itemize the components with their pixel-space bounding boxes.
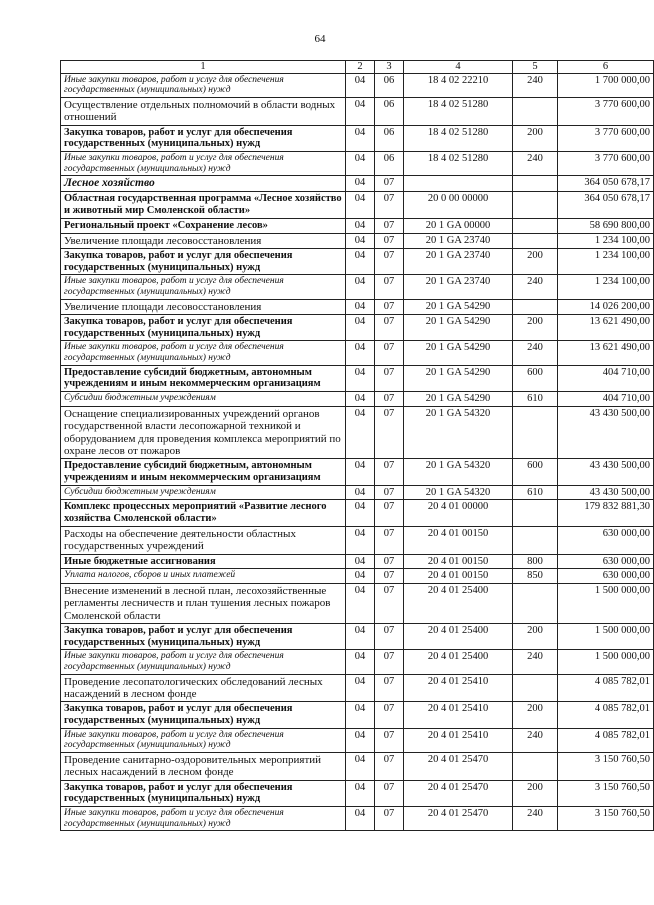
row-expense-type: 240 bbox=[513, 152, 558, 176]
row-name: Иные закупки товаров, работ и услуг для обеспечения государственных (муниципальных) нужд bbox=[61, 728, 346, 752]
row-amount: 43 430 500,00 bbox=[558, 485, 654, 500]
row-subsection: 07 bbox=[375, 584, 404, 624]
row-expense-type: 600 bbox=[513, 365, 558, 392]
row-amount: 3 150 760,50 bbox=[558, 807, 654, 831]
row-amount: 364 050 678,17 bbox=[558, 192, 654, 219]
row-name: Расходы на обеспечение деятельности областных государственных учреждений bbox=[61, 526, 346, 554]
table-row bbox=[61, 341, 654, 365]
row-name: Внесение изменений в лесной план, лесохозяйственные регламенты лесничеств и план тушения лесных пожаров Смоленской области bbox=[61, 584, 346, 624]
row-target-code: 20 1 GA 00000 bbox=[404, 218, 513, 233]
row-section: 04 bbox=[346, 192, 375, 219]
row-subsection: 07 bbox=[375, 192, 404, 219]
table-row bbox=[61, 728, 654, 752]
row-subsection: 06 bbox=[375, 98, 404, 126]
row-subsection: 07 bbox=[375, 314, 404, 341]
table-row bbox=[61, 554, 654, 569]
row-expense-type: 200 bbox=[513, 125, 558, 152]
row-amount: 3 770 600,00 bbox=[558, 98, 654, 126]
row-expense-type: 850 bbox=[513, 569, 558, 584]
row-target-code: 20 4 01 25470 bbox=[404, 780, 513, 807]
row-expense-type: 200 bbox=[513, 780, 558, 807]
row-section: 04 bbox=[346, 650, 375, 674]
row-expense-type: 200 bbox=[513, 314, 558, 341]
row-section: 04 bbox=[346, 753, 375, 781]
row-section: 04 bbox=[346, 406, 375, 458]
row-amount: 3 150 760,50 bbox=[558, 753, 654, 781]
table-row bbox=[61, 248, 654, 275]
row-amount: 630 000,00 bbox=[558, 569, 654, 584]
row-amount: 14 026 200,00 bbox=[558, 299, 654, 314]
table-row bbox=[61, 98, 654, 126]
row-amount: 3 150 760,50 bbox=[558, 780, 654, 807]
row-subsection: 07 bbox=[375, 728, 404, 752]
row-section: 04 bbox=[346, 584, 375, 624]
header-cell-expense-type: 5 bbox=[513, 61, 558, 74]
row-amount: 4 085 782,01 bbox=[558, 702, 654, 729]
row-name: Иные закупки товаров, работ и услуг для обеспечения государственных (муниципальных) нужд bbox=[61, 341, 346, 365]
row-subsection: 07 bbox=[375, 459, 404, 486]
row-subsection: 07 bbox=[375, 702, 404, 729]
row-expense-type: 240 bbox=[513, 341, 558, 365]
row-expense-type bbox=[513, 584, 558, 624]
row-target-code: 18 4 02 51280 bbox=[404, 125, 513, 152]
table-row bbox=[61, 569, 654, 584]
row-amount: 1 234 100,00 bbox=[558, 275, 654, 299]
row-expense-type: 610 bbox=[513, 485, 558, 500]
row-subsection: 07 bbox=[375, 248, 404, 275]
row-section: 04 bbox=[346, 73, 375, 97]
row-subsection: 07 bbox=[375, 807, 404, 831]
table-row bbox=[61, 650, 654, 674]
table-row bbox=[61, 365, 654, 392]
row-subsection: 06 bbox=[375, 73, 404, 97]
page-number: 64 bbox=[314, 33, 326, 45]
row-amount: 4 085 782,01 bbox=[558, 674, 654, 702]
table-row bbox=[61, 623, 654, 650]
row-amount: 43 430 500,00 bbox=[558, 406, 654, 458]
row-subsection: 07 bbox=[375, 554, 404, 569]
row-expense-type bbox=[513, 192, 558, 219]
row-section: 04 bbox=[346, 233, 375, 248]
row-expense-type bbox=[513, 500, 558, 527]
row-subsection: 07 bbox=[375, 674, 404, 702]
table-row bbox=[61, 314, 654, 341]
row-target-code: 20 4 01 25470 bbox=[404, 753, 513, 781]
row-subsection: 06 bbox=[375, 152, 404, 176]
row-name: Иные бюджетные ассигнования bbox=[61, 554, 346, 569]
row-expense-type bbox=[513, 299, 558, 314]
table-header-row bbox=[61, 61, 654, 74]
row-expense-type bbox=[513, 98, 558, 126]
row-name: Оснащение специализированных учреждений органов государственной власти лесопожарной техникой и оборудованием для проведения комплекса мероприятий по охране лесов от пожаров bbox=[61, 406, 346, 458]
row-section: 04 bbox=[346, 526, 375, 554]
row-expense-type: 240 bbox=[513, 650, 558, 674]
row-amount: 404 710,00 bbox=[558, 392, 654, 407]
row-expense-type bbox=[513, 674, 558, 702]
table-row bbox=[61, 406, 654, 458]
row-expense-type: 600 bbox=[513, 459, 558, 486]
row-expense-type bbox=[513, 753, 558, 781]
row-subsection: 07 bbox=[375, 275, 404, 299]
row-target-code: 18 4 02 51280 bbox=[404, 98, 513, 126]
row-target-code: 20 1 GA 54290 bbox=[404, 392, 513, 407]
header-cell-section: 2 bbox=[346, 61, 375, 74]
table-row bbox=[61, 125, 654, 152]
row-amount: 4 085 782,01 bbox=[558, 728, 654, 752]
table-row bbox=[61, 584, 654, 624]
row-expense-type: 200 bbox=[513, 702, 558, 729]
table-row bbox=[61, 807, 654, 831]
table-row bbox=[61, 275, 654, 299]
row-name: Проведение лесопатологических обследований лесных насаждений в лесном фонде bbox=[61, 674, 346, 702]
row-subsection: 07 bbox=[375, 176, 404, 192]
table-row bbox=[61, 152, 654, 176]
row-name: Уплата налогов, сборов и иных платежей bbox=[61, 569, 346, 584]
row-expense-type: 200 bbox=[513, 248, 558, 275]
row-subsection: 07 bbox=[375, 218, 404, 233]
row-target-code: 20 1 GA 54290 bbox=[404, 341, 513, 365]
row-target-code: 20 4 01 25400 bbox=[404, 623, 513, 650]
row-amount: 3 770 600,00 bbox=[558, 152, 654, 176]
row-subsection: 07 bbox=[375, 392, 404, 407]
row-name: Иные закупки товаров, работ и услуг для обеспечения государственных (муниципальных) нужд bbox=[61, 152, 346, 176]
table-row bbox=[61, 780, 654, 807]
row-expense-type bbox=[513, 526, 558, 554]
row-name: Осуществление отдельных полномочий в области водных отношений bbox=[61, 98, 346, 126]
row-amount: 13 621 490,00 bbox=[558, 341, 654, 365]
row-target-code: 20 4 01 00150 bbox=[404, 526, 513, 554]
row-section: 04 bbox=[346, 485, 375, 500]
row-target-code: 20 4 01 25410 bbox=[404, 702, 513, 729]
row-subsection: 07 bbox=[375, 365, 404, 392]
header-cell-name: 1 bbox=[61, 61, 346, 74]
row-section: 04 bbox=[346, 728, 375, 752]
row-subsection: 07 bbox=[375, 341, 404, 365]
row-section: 04 bbox=[346, 459, 375, 486]
table-row bbox=[61, 753, 654, 781]
row-subsection: 07 bbox=[375, 299, 404, 314]
row-expense-type bbox=[513, 176, 558, 192]
row-amount: 630 000,00 bbox=[558, 526, 654, 554]
row-section: 04 bbox=[346, 248, 375, 275]
row-target-code: 20 1 GA 23740 bbox=[404, 248, 513, 275]
row-expense-type: 610 bbox=[513, 392, 558, 407]
table-row bbox=[61, 192, 654, 219]
table-row bbox=[61, 299, 654, 314]
row-section: 04 bbox=[346, 98, 375, 126]
row-name: Увеличение площади лесовосстановления bbox=[61, 299, 346, 314]
row-target-code: 20 4 01 25470 bbox=[404, 807, 513, 831]
table-row bbox=[61, 176, 654, 192]
row-expense-type: 200 bbox=[513, 623, 558, 650]
row-name: Региональный проект «Сохранение лесов» bbox=[61, 218, 346, 233]
row-expense-type: 240 bbox=[513, 728, 558, 752]
row-target-code: 20 1 GA 54290 bbox=[404, 299, 513, 314]
row-name: Лесное хозяйство bbox=[61, 176, 346, 192]
row-section: 04 bbox=[346, 341, 375, 365]
table-row bbox=[61, 500, 654, 527]
row-target-code: 20 4 01 25410 bbox=[404, 674, 513, 702]
header-cell-subsection: 3 bbox=[375, 61, 404, 74]
row-name: Закупка товаров, работ и услуг для обеспечения государственных (муниципальных) нужд bbox=[61, 314, 346, 341]
row-amount: 364 050 678,17 bbox=[558, 176, 654, 192]
row-name: Закупка товаров, работ и услуг для обеспечения государственных (муниципальных) нужд bbox=[61, 780, 346, 807]
row-target-code bbox=[404, 176, 513, 192]
row-name: Комплекс процессных мероприятий «Развитие лесного хозяйства Смоленской области» bbox=[61, 500, 346, 527]
row-target-code: 20 4 01 25410 bbox=[404, 728, 513, 752]
row-name: Областная государственная программа «Лесное хозяйство и животный мир Смоленской области» bbox=[61, 192, 346, 219]
row-target-code: 20 1 GA 23740 bbox=[404, 275, 513, 299]
row-amount: 179 832 881,30 bbox=[558, 500, 654, 527]
row-target-code: 20 1 GA 54320 bbox=[404, 459, 513, 486]
row-expense-type bbox=[513, 218, 558, 233]
row-subsection: 07 bbox=[375, 485, 404, 500]
row-section: 04 bbox=[346, 392, 375, 407]
row-name: Увеличение площади лесовосстановления bbox=[61, 233, 346, 248]
row-target-code: 20 1 GA 54290 bbox=[404, 365, 513, 392]
table-row bbox=[61, 526, 654, 554]
row-amount: 630 000,00 bbox=[558, 554, 654, 569]
table-row bbox=[61, 392, 654, 407]
row-section: 04 bbox=[346, 674, 375, 702]
row-section: 04 bbox=[346, 623, 375, 650]
row-name: Закупка товаров, работ и услуг для обеспечения государственных (муниципальных) нужд bbox=[61, 248, 346, 275]
row-amount: 43 430 500,00 bbox=[558, 459, 654, 486]
row-amount: 1 700 000,00 bbox=[558, 73, 654, 97]
table-row bbox=[61, 485, 654, 500]
row-expense-type: 800 bbox=[513, 554, 558, 569]
row-amount: 58 690 800,00 bbox=[558, 218, 654, 233]
row-amount: 1 234 100,00 bbox=[558, 233, 654, 248]
row-target-code: 18 4 02 22210 bbox=[404, 73, 513, 97]
row-section: 04 bbox=[346, 299, 375, 314]
row-section: 04 bbox=[346, 702, 375, 729]
row-target-code: 20 4 01 00150 bbox=[404, 554, 513, 569]
row-name: Иные закупки товаров, работ и услуг для обеспечения государственных (муниципальных) нужд bbox=[61, 73, 346, 97]
row-subsection: 06 bbox=[375, 125, 404, 152]
row-section: 04 bbox=[346, 218, 375, 233]
row-section: 04 bbox=[346, 569, 375, 584]
row-subsection: 07 bbox=[375, 500, 404, 527]
row-name: Закупка товаров, работ и услуг для обеспечения государственных (муниципальных) нужд bbox=[61, 702, 346, 729]
row-section: 04 bbox=[346, 554, 375, 569]
row-target-code: 20 4 01 25400 bbox=[404, 584, 513, 624]
table-row bbox=[61, 459, 654, 486]
row-target-code: 20 4 01 00150 bbox=[404, 569, 513, 584]
row-amount: 1 500 000,00 bbox=[558, 584, 654, 624]
row-section: 04 bbox=[346, 365, 375, 392]
row-target-code: 20 1 GA 23740 bbox=[404, 233, 513, 248]
row-name: Закупка товаров, работ и услуг для обеспечения государственных (муниципальных) нужд bbox=[61, 623, 346, 650]
row-section: 04 bbox=[346, 125, 375, 152]
row-subsection: 07 bbox=[375, 569, 404, 584]
row-name: Субсидии бюджетным учреждениям bbox=[61, 392, 346, 407]
row-name: Проведение санитарно-оздоровительных мероприятий лесных насаждений в лесном фонде bbox=[61, 753, 346, 781]
row-target-code: 20 4 01 00000 bbox=[404, 500, 513, 527]
row-subsection: 07 bbox=[375, 406, 404, 458]
row-section: 04 bbox=[346, 780, 375, 807]
row-target-code: 20 4 01 25400 bbox=[404, 650, 513, 674]
row-target-code: 20 0 00 00000 bbox=[404, 192, 513, 219]
row-name: Предоставление субсидий бюджетным, автономным учреждениям и иным некоммерческим организациям bbox=[61, 459, 346, 486]
row-section: 04 bbox=[346, 314, 375, 341]
row-amount: 1 500 000,00 bbox=[558, 623, 654, 650]
row-subsection: 07 bbox=[375, 526, 404, 554]
row-amount: 1 234 100,00 bbox=[558, 248, 654, 275]
row-amount: 13 621 490,00 bbox=[558, 314, 654, 341]
row-target-code: 20 1 GA 54320 bbox=[404, 406, 513, 458]
table-row bbox=[61, 73, 654, 97]
row-name: Иные закупки товаров, работ и услуг для обеспечения государственных (муниципальных) нужд bbox=[61, 650, 346, 674]
row-amount: 404 710,00 bbox=[558, 365, 654, 392]
table-row bbox=[61, 674, 654, 702]
row-expense-type: 240 bbox=[513, 73, 558, 97]
row-subsection: 07 bbox=[375, 780, 404, 807]
row-amount: 3 770 600,00 bbox=[558, 125, 654, 152]
row-expense-type bbox=[513, 233, 558, 248]
row-subsection: 07 bbox=[375, 623, 404, 650]
row-section: 04 bbox=[346, 152, 375, 176]
row-name: Иные закупки товаров, работ и услуг для обеспечения государственных (муниципальных) нужд bbox=[61, 275, 346, 299]
row-target-code: 20 1 GA 54290 bbox=[404, 314, 513, 341]
row-name: Иные закупки товаров, работ и услуг для обеспечения государственных (муниципальных) нужд bbox=[61, 807, 346, 831]
header-cell-target-code: 4 bbox=[404, 61, 513, 74]
row-section: 04 bbox=[346, 807, 375, 831]
row-section: 04 bbox=[346, 500, 375, 527]
row-subsection: 07 bbox=[375, 753, 404, 781]
row-target-code: 20 1 GA 54320 bbox=[404, 485, 513, 500]
budget-table bbox=[60, 60, 654, 831]
row-subsection: 07 bbox=[375, 233, 404, 248]
row-name: Субсидии бюджетным учреждениям bbox=[61, 485, 346, 500]
row-name: Предоставление субсидий бюджетным, автономным учреждениям и иным некоммерческим организациям bbox=[61, 365, 346, 392]
table-row bbox=[61, 218, 654, 233]
row-name: Закупка товаров, работ и услуг для обеспечения государственных (муниципальных) нужд bbox=[61, 125, 346, 152]
row-target-code: 18 4 02 51280 bbox=[404, 152, 513, 176]
table-row bbox=[61, 702, 654, 729]
row-subsection: 07 bbox=[375, 650, 404, 674]
row-expense-type: 240 bbox=[513, 275, 558, 299]
header-cell-amount: 6 bbox=[558, 61, 654, 74]
row-amount: 1 500 000,00 bbox=[558, 650, 654, 674]
row-expense-type: 240 bbox=[513, 807, 558, 831]
table-row bbox=[61, 233, 654, 248]
row-section: 04 bbox=[346, 275, 375, 299]
row-section: 04 bbox=[346, 176, 375, 192]
row-expense-type bbox=[513, 406, 558, 458]
